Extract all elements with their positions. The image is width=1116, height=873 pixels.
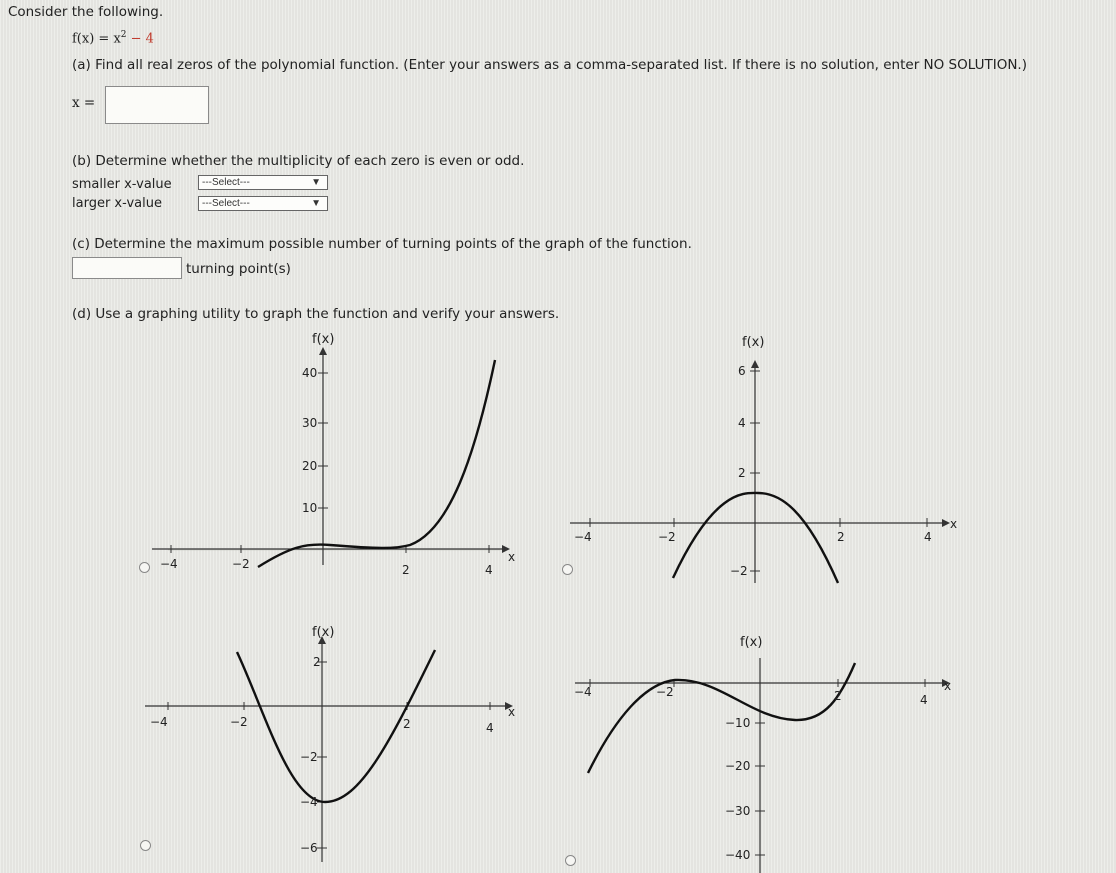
graph-option-4 — [570, 628, 970, 873]
graph-3-xtick: 2 — [403, 717, 411, 731]
graph-option-2 — [570, 328, 970, 588]
graph-4-xtick: 2 — [834, 689, 842, 703]
graph-2-ylabel: f(x) — [742, 335, 765, 350]
turning-points-input[interactable] — [72, 257, 182, 279]
graph-2-ytick: 6 — [738, 364, 746, 378]
part-b-prompt: (b) Determine whether the multiplicity of each zero is even or odd. — [72, 153, 525, 169]
graph-2-xtick: −4 — [574, 530, 592, 544]
graph-3-ytick: −2 — [300, 750, 318, 764]
function-lhs: f(x) = x — [72, 31, 121, 47]
graph-1-xtick: 2 — [402, 563, 410, 577]
graph-3-xtick: −2 — [230, 715, 248, 729]
graph-3-ylabel: f(x) — [312, 625, 335, 640]
graph-4-ytick: −30 — [725, 804, 751, 818]
function-definition — [72, 30, 154, 46]
graph-1-ytick: 30 — [302, 416, 318, 430]
x-equals-label: x = — [72, 95, 96, 111]
graph-1-curve — [258, 360, 495, 567]
smaller-x-select-value: ---Select--- — [202, 177, 250, 188]
graph-3-ytick: 2 — [313, 655, 321, 669]
graph-option-1 — [130, 325, 530, 585]
graph-3-xtick: −4 — [150, 715, 168, 729]
graph-4-ylabel: f(x) — [740, 635, 763, 650]
graph-4-ytick: −10 — [725, 716, 751, 730]
graph-3-ytick: −6 — [300, 841, 318, 855]
larger-x-label: larger x-value — [72, 196, 162, 211]
graph-1-xtick: −4 — [160, 557, 178, 571]
graph-1-ytick: 10 — [302, 501, 318, 515]
function-exponent: 2 — [120, 30, 127, 40]
graph-2-xlabel: x — [950, 517, 958, 531]
smaller-x-multiplicity-select[interactable] — [198, 175, 328, 190]
graph-2-ytick: 4 — [738, 416, 746, 430]
part-a-prompt: (a) Find all real zeros of the polynomial function. (Enter your answers as a comma-separated list. If there is no solution, enter NO SOLUTION.) — [72, 57, 1027, 73]
part-d-prompt: (d) Use a graphing utility to graph the function and verify your answers. — [72, 306, 560, 322]
graph-4-radio[interactable] — [565, 855, 576, 866]
graph-1-ytick: 40 — [302, 366, 318, 380]
graph-3-xtick: 4 — [486, 721, 494, 735]
graph-4-xlabel: x — [944, 679, 952, 693]
graph-1-ylabel: f(x) — [312, 332, 335, 347]
graph-3-ytick: −4 — [300, 795, 318, 809]
graph-4-xtick: 4 — [920, 693, 928, 707]
zeros-answer-input[interactable] — [105, 86, 209, 124]
graph-4-ytick: −20 — [725, 759, 751, 773]
graph-option-3 — [140, 622, 530, 867]
graph-2-xtick: 4 — [924, 530, 932, 544]
smaller-x-label: smaller x-value — [72, 177, 172, 192]
turning-points-suffix: turning point(s) — [186, 261, 291, 277]
graph-1-ytick: 20 — [302, 459, 318, 473]
chevron-down-icon: ▼ — [311, 198, 321, 209]
graph-1-xlabel: x — [508, 550, 516, 564]
graph-2-xtick: −2 — [658, 530, 676, 544]
graph-2-xtick: 2 — [837, 530, 845, 544]
chevron-down-icon: ▼ — [311, 177, 321, 188]
larger-x-select-value: ---Select--- — [202, 198, 250, 209]
intro-text: Consider the following. — [8, 4, 164, 20]
graph-4-curve — [588, 663, 855, 773]
function-constant: − 4 — [130, 31, 154, 47]
graph-4-ytick: −40 — [725, 848, 751, 862]
graph-2-ytick: −2 — [730, 564, 748, 578]
graph-4-xtick: −4 — [574, 685, 592, 699]
graph-1-radio[interactable] — [139, 562, 150, 573]
graph-3-xlabel: x — [508, 705, 516, 719]
larger-x-multiplicity-select[interactable] — [198, 196, 328, 211]
graph-1-xtick: 4 — [485, 563, 493, 577]
graph-2-radio[interactable] — [562, 564, 573, 575]
graph-2-ytick: 2 — [738, 466, 746, 480]
graph-4-xtick: −2 — [656, 685, 674, 699]
part-c-prompt: (c) Determine the maximum possible number of turning points of the graph of the function. — [72, 236, 692, 252]
graph-3-radio[interactable] — [140, 840, 151, 851]
graph-1-xtick: −2 — [232, 557, 250, 571]
